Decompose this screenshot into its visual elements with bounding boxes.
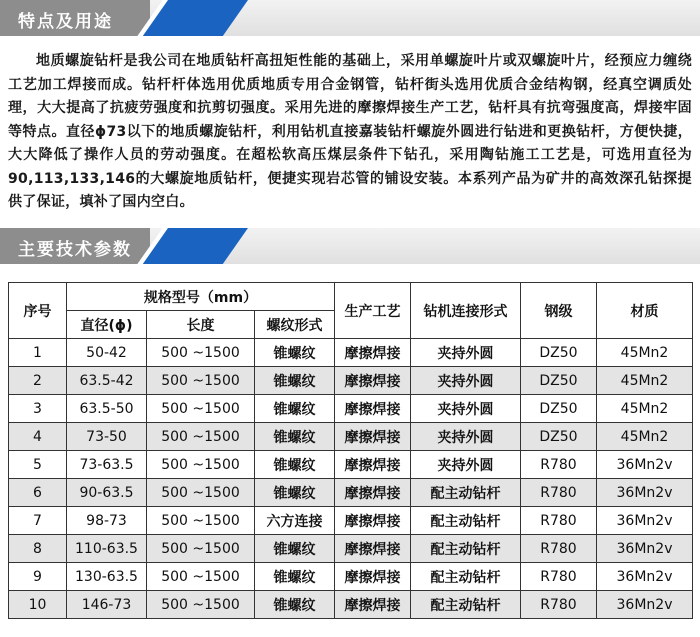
diameter-cell: 98-73 [67, 507, 147, 535]
material-cell: 36Mn2v [597, 479, 693, 507]
diameter-cell: 50-42 [67, 339, 147, 367]
process-cell: 摩擦焊接 [335, 479, 411, 507]
table-row [9, 563, 693, 591]
steel-cell: R780 [521, 563, 597, 591]
thread-cell: 锥螺纹 [255, 367, 335, 395]
description-paragraph: 地质螺旋钻杆是我公司在地质钻杆高扭矩性能的基础上，采用单螺旋叶片或双螺旋叶片，经预应力缠绕工艺加工焊接而成。钻杆杆体选用优质地质专用合金钢管，钻杆街头选用优质合金结构钢，经真空调质处理，大大提高了抗疲劳强度和抗剪切强度。采用先进的摩擦焊接生产工艺，钻杆具有抗弯强度高，焊接牢固等特点。直径ϕ73以下的地质螺旋钻杆，利用钻机直接嘉装钻杆螺旋外圆进行钻进和更换钻杆，方便快捷，大大降低了操作人员的劳动强度。在超松软高压煤层条件下钻孔，采用陶钻施工工艺是，可选用直径为90,113,133,146的大螺旋地质钻杆，便捷实现岩芯管的铺设安装。本系列产品为矿井的高效深孔钻探提供了保证，填补了国内空白。 [8, 53, 692, 210]
row-index: 8 [9, 535, 67, 563]
diameter-cell: 73-63.5 [67, 451, 147, 479]
process-cell: 摩擦焊接 [335, 423, 411, 451]
row-index: 1 [9, 339, 67, 367]
thread-cell: 锥螺纹 [255, 423, 335, 451]
length-cell: 500 ~1500 [147, 535, 255, 563]
diameter-cell: 146-73 [67, 591, 147, 619]
header-spec-group: 规格型号（mm） [67, 283, 335, 311]
steel-cell: DZ50 [521, 423, 597, 451]
diameter-cell: 130-63.5 [67, 563, 147, 591]
connection-cell: 配主动钻杆 [411, 507, 521, 535]
row-index: 4 [9, 423, 67, 451]
diameter-cell: 63.5-50 [67, 395, 147, 423]
steel-cell: R780 [521, 591, 597, 619]
material-cell: 45Mn2 [597, 423, 693, 451]
material-cell: 36Mn2v [597, 507, 693, 535]
length-cell: 500 ~1500 [147, 563, 255, 591]
thread-cell: 锥螺纹 [255, 563, 335, 591]
thread-cell: 锥螺纹 [255, 395, 335, 423]
process-cell: 摩擦焊接 [335, 535, 411, 563]
steel-cell: R780 [521, 479, 597, 507]
spec-table-body [9, 339, 693, 619]
material-cell: 36Mn2v [597, 591, 693, 619]
length-cell: 500 ~1500 [147, 451, 255, 479]
table-row [9, 367, 693, 395]
row-index: 5 [9, 451, 67, 479]
diameter-cell: 90-63.5 [67, 479, 147, 507]
row-index: 3 [9, 395, 67, 423]
material-cell: 36Mn2v [597, 563, 693, 591]
diameter-cell: 73-50 [67, 423, 147, 451]
process-cell: 摩擦焊接 [335, 395, 411, 423]
header-material: 材质 [597, 283, 693, 339]
length-cell: 500 ~1500 [147, 591, 255, 619]
length-cell: 500 ~1500 [147, 423, 255, 451]
connection-cell: 夹持外圆 [411, 423, 521, 451]
steel-cell: DZ50 [521, 367, 597, 395]
connection-cell: 夹持外圆 [411, 451, 521, 479]
connection-cell: 夹持外圆 [411, 395, 521, 423]
thread-cell: 锥螺纹 [255, 479, 335, 507]
table-row [9, 535, 693, 563]
header-steel: 钢级 [521, 283, 597, 339]
process-cell: 摩擦焊接 [335, 339, 411, 367]
steel-cell: R780 [521, 507, 597, 535]
row-index: 10 [9, 591, 67, 619]
header-thread: 螺纹形式 [255, 311, 335, 339]
material-cell: 45Mn2 [597, 395, 693, 423]
process-cell: 摩擦焊接 [335, 563, 411, 591]
row-index: 7 [9, 507, 67, 535]
process-cell: 摩擦焊接 [335, 591, 411, 619]
length-cell: 500 ~1500 [147, 367, 255, 395]
material-cell: 36Mn2v [597, 535, 693, 563]
row-index: 9 [9, 563, 67, 591]
connection-cell: 配主动钻杆 [411, 535, 521, 563]
section-header-features [0, 0, 700, 36]
table-row [9, 507, 693, 535]
connection-cell: 夹持外圆 [411, 339, 521, 367]
connection-cell: 配主动钻杆 [411, 591, 521, 619]
material-cell: 45Mn2 [597, 367, 693, 395]
thread-cell: 锥螺纹 [255, 339, 335, 367]
connection-cell: 配主动钻杆 [411, 479, 521, 507]
diameter-cell: 110-63.5 [67, 535, 147, 563]
table-row [9, 339, 693, 367]
table-row [9, 591, 693, 619]
process-cell: 摩擦焊接 [335, 451, 411, 479]
table-row [9, 423, 693, 451]
length-cell: 500 ~1500 [147, 479, 255, 507]
thread-cell: 六方连接 [255, 507, 335, 535]
material-cell: 45Mn2 [597, 339, 693, 367]
header-diameter: 直径(ϕ) [67, 311, 147, 339]
steel-cell: R780 [521, 451, 597, 479]
section-title-specs: 主要技术参数 [18, 240, 132, 260]
connection-cell: 夹持外圆 [411, 367, 521, 395]
table-row [9, 479, 693, 507]
length-cell: 500 ~1500 [147, 395, 255, 423]
connection-cell: 配主动钻杆 [411, 563, 521, 591]
row-index: 2 [9, 367, 67, 395]
thread-cell: 锥螺纹 [255, 591, 335, 619]
steel-cell: DZ50 [521, 339, 597, 367]
section-title-features: 特点及用途 [18, 12, 113, 32]
process-cell: 摩擦焊接 [335, 367, 411, 395]
row-index: 6 [9, 479, 67, 507]
table-row [9, 451, 693, 479]
thread-cell: 锥螺纹 [255, 535, 335, 563]
header-index: 序号 [9, 283, 67, 339]
table-row [9, 395, 693, 423]
thread-cell: 锥螺纹 [255, 451, 335, 479]
header-connection: 钻机连接形式 [411, 283, 521, 339]
length-cell: 500 ~1500 [147, 507, 255, 535]
material-cell: 36Mn2v [597, 451, 693, 479]
header-process: 生产工艺 [335, 283, 411, 339]
diameter-cell: 63.5-42 [67, 367, 147, 395]
steel-cell: R780 [521, 535, 597, 563]
process-cell: 摩擦焊接 [335, 507, 411, 535]
header-length: 长度 [147, 311, 255, 339]
spec-table [8, 282, 693, 619]
steel-cell: DZ50 [521, 395, 597, 423]
length-cell: 500 ~1500 [147, 339, 255, 367]
section-header-specs [0, 228, 700, 264]
